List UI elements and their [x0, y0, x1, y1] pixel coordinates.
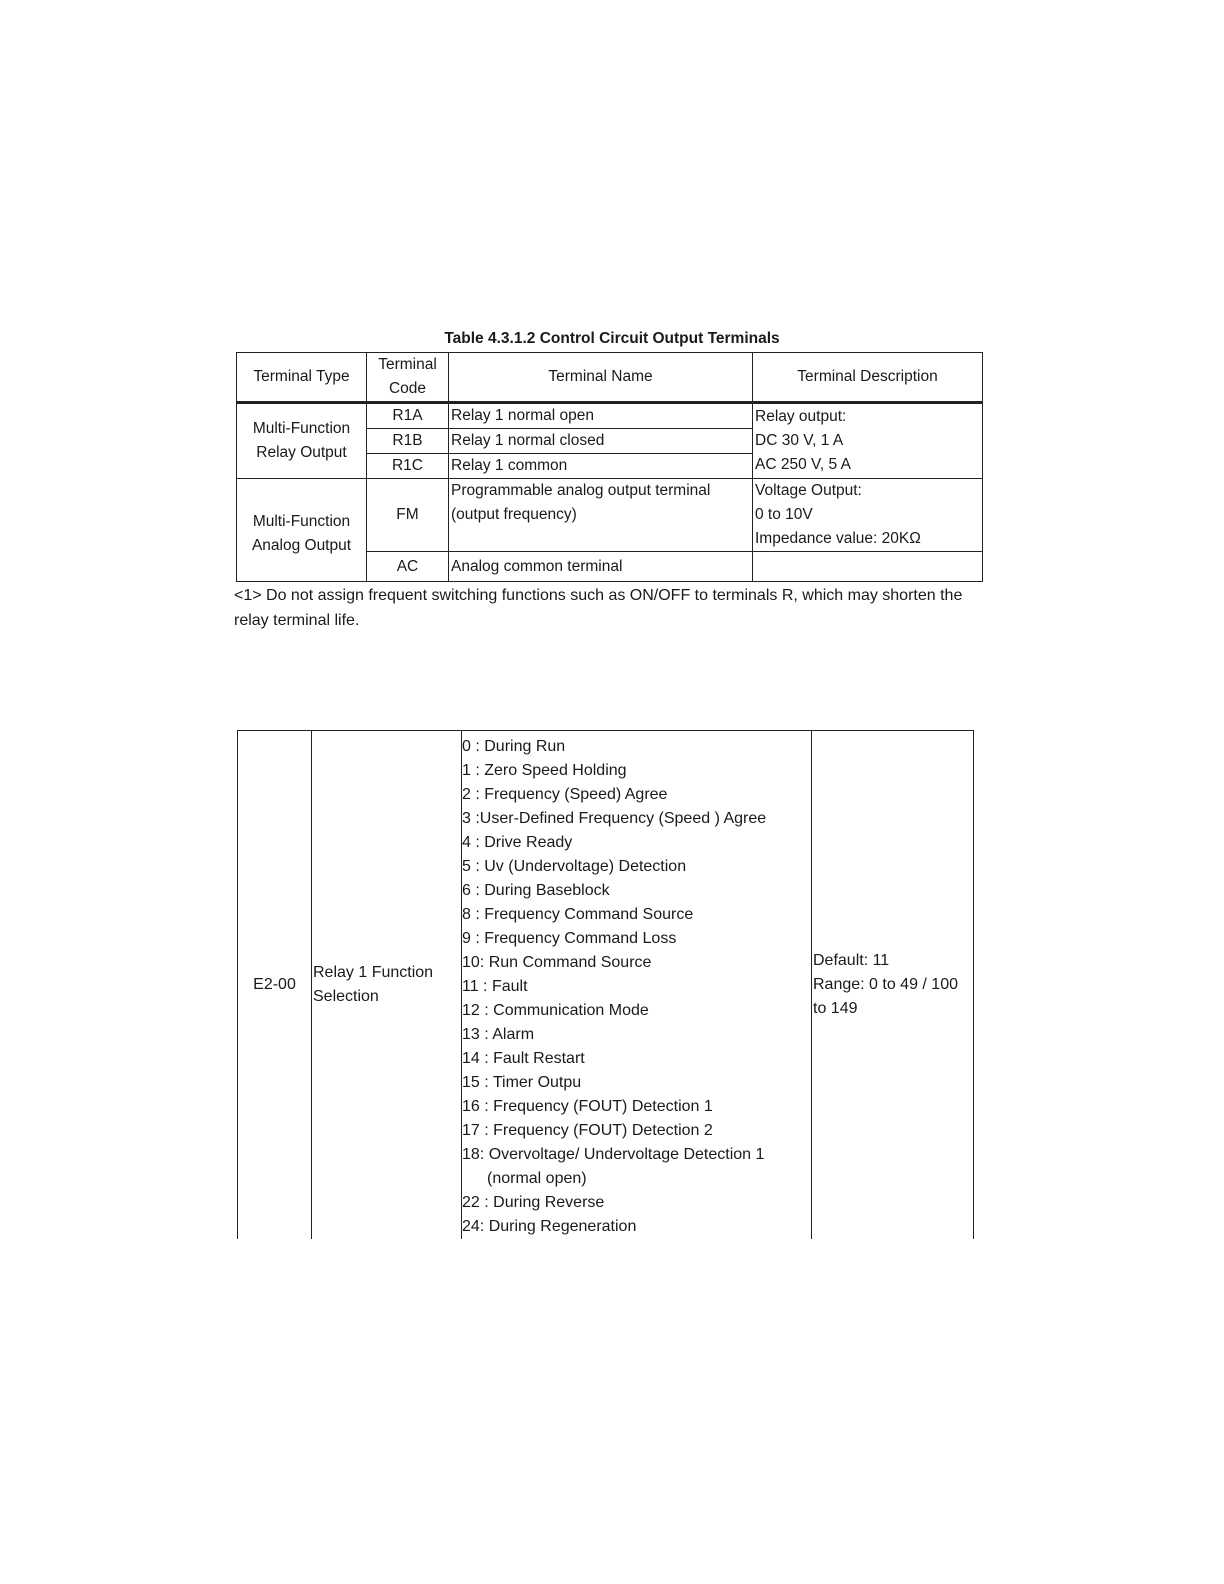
- footnote: <1> Do not assign frequent switching functions such as ON/OFF to terminals R, which may shorten the relay terminal life.: [234, 587, 963, 629]
- option-item: 17 : Frequency (FOUT) Detection 2: [462, 1122, 713, 1139]
- terminal-name-r1a: Relay 1 normal open: [449, 403, 753, 429]
- header-terminal-type: Terminal Type: [237, 353, 367, 403]
- option-item: 13 : Alarm: [462, 1026, 535, 1043]
- parameter-options: [462, 731, 812, 1240]
- terminal-code-r1a: R1A: [367, 403, 449, 429]
- relay-output-type: Multi-Function Relay Output: [237, 403, 367, 479]
- header-terminal-code: Terminal Code: [367, 353, 449, 403]
- option-item: 9 : Frequency Command Loss: [462, 930, 677, 947]
- parameter-default-range: Default: 11 Range: 0 to 49 / 100 to 149: [812, 731, 974, 1240]
- terminal-name-ac: Analog common terminal: [449, 552, 753, 582]
- table-row: [237, 403, 983, 429]
- option-item: 14 : Fault Restart: [462, 1050, 585, 1067]
- table-header-row: [237, 353, 983, 403]
- option-item: 10: Run Command Source: [462, 954, 652, 971]
- option-item-continuation: (normal open): [487, 1170, 587, 1187]
- analog-output-type: Multi-Function Analog Output: [237, 479, 367, 582]
- option-item: 8 : Frequency Command Source: [462, 906, 694, 923]
- analog-output-description: Voltage Output: 0 to 10V Impedance value: 20KΩ: [753, 479, 983, 552]
- option-item: 6 : During Baseblock: [462, 882, 610, 899]
- terminal-code-ac: AC: [367, 552, 449, 582]
- option-item: 3 :User-Defined Frequency (Speed ) Agree: [462, 810, 767, 827]
- empty-cell: [753, 552, 983, 582]
- option-item: 1 : Zero Speed Holding: [462, 762, 627, 779]
- table-row: [237, 479, 983, 552]
- relay-output-description: Relay output: DC 30 V, 1 A AC 250 V, 5 A: [753, 403, 983, 479]
- option-item: 24: During Regeneration: [462, 1218, 637, 1235]
- option-item: 16 : Frequency (FOUT) Detection 1: [462, 1098, 713, 1115]
- terminal-name-r1c: Relay 1 common: [449, 454, 753, 479]
- option-item: 5 : Uv (Undervoltage) Detection: [462, 858, 687, 875]
- option-item: 11 : Fault: [462, 978, 528, 995]
- option-item: 22 : During Reverse: [462, 1194, 605, 1211]
- table-row: [238, 731, 974, 1240]
- option-item: 15 : Timer Outpu: [462, 1074, 582, 1091]
- table-caption: Table 4.3.1.2 Control Circuit Output Terminals: [444, 330, 780, 347]
- option-item: 0 : During Run: [462, 738, 566, 755]
- header-terminal-name: Terminal Name: [449, 353, 753, 403]
- option-item: 4 : Drive Ready: [462, 834, 573, 851]
- terminal-name-r1b: Relay 1 normal closed: [449, 429, 753, 454]
- terminal-code-fm: FM: [367, 479, 449, 552]
- parameter-table: [237, 730, 974, 1239]
- terminal-code-r1c: R1C: [367, 454, 449, 479]
- terminal-name-fm: Programmable analog output terminal (output frequency): [449, 479, 753, 552]
- option-item: 2 : Frequency (Speed) Agree: [462, 786, 668, 803]
- option-item: 12 : Communication Mode: [462, 1002, 649, 1019]
- header-terminal-description: Terminal Description: [753, 353, 983, 403]
- output-terminals-table: [236, 352, 983, 582]
- terminal-code-r1b: R1B: [367, 429, 449, 454]
- option-item: 18: Overvoltage/ Undervoltage Detection 1: [462, 1146, 765, 1163]
- parameter-name: Relay 1 Function Selection: [312, 731, 462, 1240]
- parameter-code: E2-00: [238, 731, 312, 1240]
